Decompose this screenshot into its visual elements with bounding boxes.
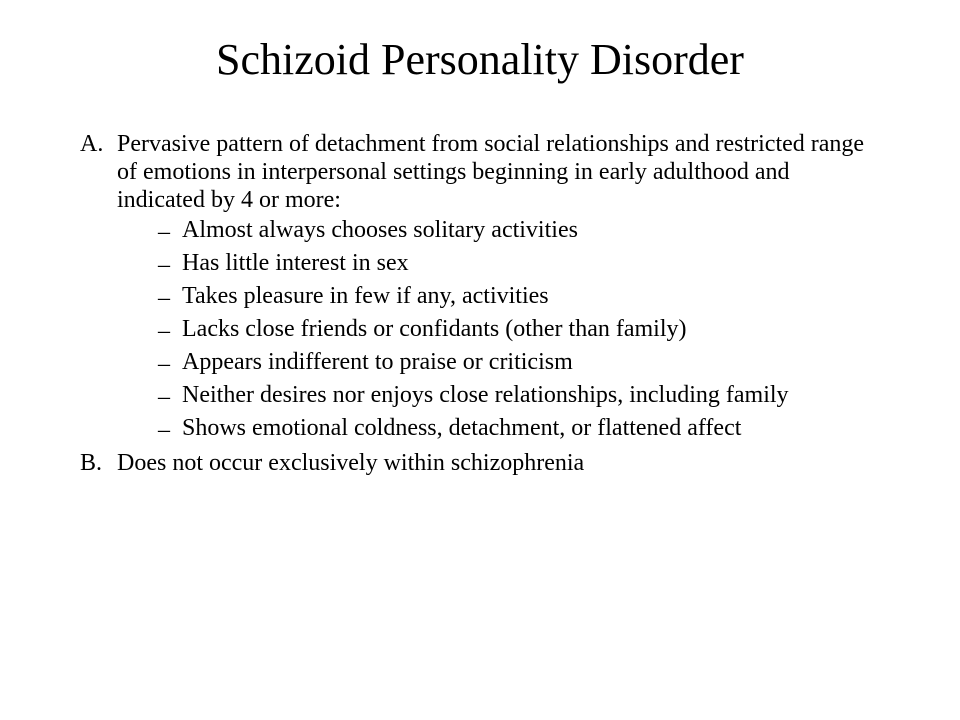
dash-bullet-icon: –	[158, 384, 170, 410]
dash-bullet-icon: –	[158, 252, 170, 278]
criterion-a-marker: A.	[80, 131, 104, 157]
criterion-a	[80, 130, 880, 214]
dash-bullet-icon: –	[158, 417, 170, 443]
criterion-b	[80, 449, 880, 477]
criterion-a-item-text: Almost always chooses solitary activities	[182, 217, 578, 243]
criterion-a-item	[80, 350, 880, 378]
criterion-a-item-text: Neither desires nor enjoys close relationships, including family	[182, 382, 789, 408]
criterion-a-list	[80, 218, 880, 444]
criterion-a-item-text: Takes pleasure in few if any, activities	[182, 283, 549, 309]
criterion-a-item-text: Shows emotional coldness, detachment, or flattened affect	[182, 415, 742, 441]
dash-bullet-icon: –	[158, 318, 170, 344]
dash-bullet-icon: –	[158, 351, 170, 377]
criterion-a-item	[80, 383, 880, 411]
criterion-b-marker: B.	[80, 450, 103, 476]
criterion-a-item-text: Appears indifferent to praise or criticism	[182, 349, 573, 375]
criterion-b-text: Does not occur exclusively within schizophrenia	[117, 450, 585, 476]
dash-bullet-icon: –	[158, 285, 170, 311]
dash-bullet-icon: –	[158, 219, 170, 245]
criterion-a-item	[80, 317, 880, 345]
slide-body	[80, 130, 880, 481]
criterion-a-item	[80, 416, 880, 444]
slide-title: Schizoid Personality Disorder	[216, 35, 744, 84]
criterion-a-item	[80, 218, 880, 246]
criterion-a-item-text: Lacks close friends or confidants (other than family)	[182, 316, 687, 342]
criterion-a-item	[80, 251, 880, 279]
criterion-a-text: Pervasive pattern of detachment from social relationships and restricted range of emotions in interpersonal settings beginning in early adulthood and indicated by 4 or more:	[117, 131, 865, 213]
criterion-a-item-text: Has little interest in sex	[182, 250, 409, 276]
criterion-a-item	[80, 284, 880, 312]
